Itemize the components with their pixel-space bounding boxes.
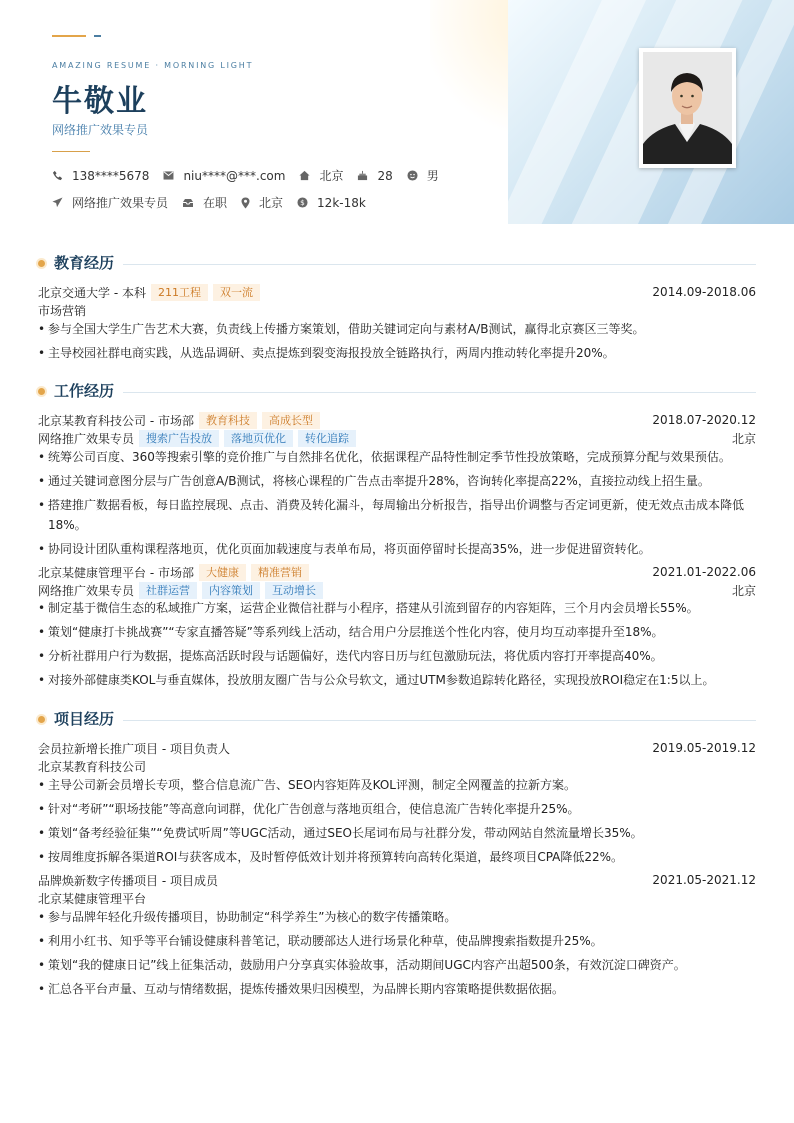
section-work xyxy=(38,380,756,404)
job-intent-row xyxy=(52,194,380,211)
education-bullet: • 参与全国大学生广告艺术大赛，负责线上传播方案策划，借助关键词定向与素材A/B测试，赢得北京赛区三等奖。 xyxy=(38,319,756,339)
section-title-projects: 项目经历 xyxy=(54,710,115,728)
skill-tag: 互动增长 xyxy=(265,582,323,599)
section-divider xyxy=(123,392,756,393)
education-bullet: • 主导校园社群电商实践，从选品调研、卖点提炼到裂变海报投放全链路执行，两周内推动转化率提升20%。 xyxy=(38,343,756,363)
work-bullet: • 搭建推广数据看板，每日监控展现、点击、消费及转化漏斗，每周输出分析报告，指导出价调整与否定词更新，使无效点击成本降低18%。 xyxy=(38,495,756,535)
age-info xyxy=(357,169,392,183)
work-date: 2018.07-2020.12 xyxy=(652,413,756,427)
project-entry xyxy=(38,871,756,907)
phone-info xyxy=(52,169,149,183)
section-education xyxy=(38,252,756,276)
role-name: 网络推广效果专员 xyxy=(38,431,135,446)
contact-row xyxy=(52,167,453,184)
section-divider xyxy=(123,264,756,265)
salary-info xyxy=(297,196,366,210)
company-tag: 精准营销 xyxy=(251,564,309,581)
section-title-education: 教育经历 xyxy=(54,254,115,272)
work-city: 北京 xyxy=(731,431,756,446)
skill-tag: 内容策划 xyxy=(202,582,260,599)
gender-text: 男 xyxy=(426,169,439,183)
school-tag: 211工程 xyxy=(151,284,208,301)
intent-position-text: 网络推广效果专员 xyxy=(72,196,169,210)
intent-position-info xyxy=(52,194,168,211)
intent-city-text: 北京 xyxy=(259,196,284,210)
work-bullet: • 统筹公司百度、360等搜索引擎的竞价推广与自然排名优化，依据课程产品特性制定季节性投放策略，完成预算分配与效果预估。 xyxy=(38,447,756,467)
education-date: 2014.09-2018.06 xyxy=(652,285,756,299)
skill-tag: 搜索广告投放 xyxy=(139,430,219,447)
mail-icon xyxy=(163,171,174,180)
skill-tag: 转化追踪 xyxy=(298,430,356,447)
eyebrow-text: AMAZING RESUME · MORNING LIGHT xyxy=(52,61,254,70)
project-name: 品牌焕新数字传播项目 - 项目成员 xyxy=(38,873,218,888)
avatar-photo xyxy=(643,52,732,164)
project-bullet: • 汇总各平台声量、互动与情绪数据，提炼传播效果归因模型，为品牌长期内容策略提供数据依据。 xyxy=(38,979,756,999)
work-bullet: • 分析社群用户行为数据，提炼高活跃时段与话题偏好，迭代内容日历与红包激励玩法，将优质内容打开率提高40%。 xyxy=(38,646,756,666)
company-tag: 高成长型 xyxy=(262,412,320,429)
school-tag: 双一流 xyxy=(213,284,260,301)
email-text: niu****@***.com xyxy=(183,168,286,183)
project-org: 北京某健康管理平台 xyxy=(38,891,147,906)
school-name: 北京交通大学 - 本科 xyxy=(38,285,146,300)
section-title-work: 工作经历 xyxy=(54,382,115,400)
work-date: 2021.01-2022.06 xyxy=(652,565,756,579)
company-tag: 大健康 xyxy=(199,564,246,581)
section-bullet-dot xyxy=(38,260,45,267)
cake-icon xyxy=(357,170,368,181)
company-name: 北京某健康管理平台 - 市场部 xyxy=(38,565,194,580)
company-name: 北京某教育科技公司 - 市场部 xyxy=(38,413,194,428)
residence-text: 北京 xyxy=(319,169,344,183)
project-bullet: • 策划“我的健康日记”线上征集活动，鼓励用户分享真实体验故事，活动期间UGC内容产出超500条，有效沉淀口碑资产。 xyxy=(38,955,756,975)
gender-icon xyxy=(407,170,418,181)
svg-text:$: $ xyxy=(300,198,305,208)
section-projects xyxy=(38,708,756,732)
email-info xyxy=(163,169,285,183)
work-bullet: • 对接外部健康类KOL与垂直媒体，投放朋友圈广告与公众号软文，通过UTM参数追踪转化路径，实现投放ROI稳定在1:5以上。 xyxy=(38,670,756,690)
project-entry xyxy=(38,739,756,775)
job-title: 网络推广效果专员 xyxy=(52,123,149,137)
work-entry xyxy=(38,411,756,447)
skill-tag: 落地页优化 xyxy=(224,430,293,447)
location-pin-icon xyxy=(241,197,250,209)
work-bullet: • 策划“健康打卡挑战赛”“专家直播答疑”等系列线上活动，结合用户分层推送个性化内容，使月均互动率提升至18%。 xyxy=(38,622,756,642)
project-bullet: • 主导公司新会员增长专项，整合信息流广告、SEO内容矩阵及KOL评测，制定全网覆盖的拉新方案。 xyxy=(38,775,756,795)
work-city: 北京 xyxy=(731,583,756,598)
project-bullet: • 参与品牌年轻化升级传播项目，协助制定“科学养生”为核心的数字传播策略。 xyxy=(38,907,756,927)
age-text: 28 xyxy=(377,168,393,183)
project-name: 会员拉新增长推广项目 - 项目负责人 xyxy=(38,741,230,756)
salary-text: 12k-18k xyxy=(317,195,366,210)
phone-text: 138****5678 xyxy=(72,168,150,183)
company-tag: 教育科技 xyxy=(199,412,257,429)
project-bullet: • 针对“考研”“职场技能”等高意向词群，优化广告创意与落地页组合，使信息流广告转化率提升25%。 xyxy=(38,799,756,819)
education-entry xyxy=(38,283,756,319)
work-bullet: • 通过关键词意图分层与广告创意A/B测试，将核心课程的广告点击率提升28%，咨询转化率提高22%，直接拉动线上招生量。 xyxy=(38,471,756,491)
project-bullet: • 利用小红书、知乎等平台铺设健康科普笔记，联动腰部达人进行场景化种草，使品牌搜索指数提升25%。 xyxy=(38,931,756,951)
intent-city-info xyxy=(241,194,283,211)
job-status-text: 在职 xyxy=(203,196,228,210)
project-bullet: • 按周维度拆解各渠道ROI与获客成本，及时暂停低效计划并将预算转向高转化渠道，最终项目CPA降低22%。 xyxy=(38,847,756,867)
decor-line-blue xyxy=(94,35,101,37)
work-bullet: • 制定基于微信生态的私域推广方案，运营企业微信社群与小程序，搭建从引流到留存的内容矩阵，三个月内会员增长55%。 xyxy=(38,598,756,618)
phone-icon xyxy=(52,170,63,181)
residence-info xyxy=(299,167,343,184)
inbox-icon xyxy=(182,198,194,208)
education-major: 市场营销 xyxy=(38,303,87,318)
project-org: 北京某教育科技公司 xyxy=(38,759,147,774)
role-name: 网络推广效果专员 xyxy=(38,583,135,598)
gender-info xyxy=(407,167,439,184)
decor-line-gold xyxy=(52,35,86,37)
job-status-info xyxy=(182,194,227,211)
salary-icon xyxy=(297,197,308,208)
section-divider xyxy=(123,720,756,721)
work-entry xyxy=(38,563,756,599)
section-bullet-dot xyxy=(38,388,45,395)
home-icon xyxy=(299,170,310,181)
candidate-name: 牛敬业 xyxy=(52,84,148,119)
send-icon xyxy=(52,197,63,208)
title-divider xyxy=(52,151,90,152)
section-bullet-dot xyxy=(38,716,45,723)
project-date: 2019.05-2019.12 xyxy=(652,741,756,755)
skill-tag: 社群运营 xyxy=(139,582,197,599)
avatar-frame xyxy=(639,48,736,168)
project-bullet: • 策划“备考经验征集”“免费试听周”等UGC活动，通过SEO长尾词布局与社群分发，带动网站自然流量增长35%。 xyxy=(38,823,756,843)
project-date: 2021.05-2021.12 xyxy=(652,873,756,887)
work-bullet: • 协同设计团队重构课程落地页，优化页面加载速度与表单布局，将页面停留时长提高35%，进一步促进留资转化。 xyxy=(38,539,756,559)
